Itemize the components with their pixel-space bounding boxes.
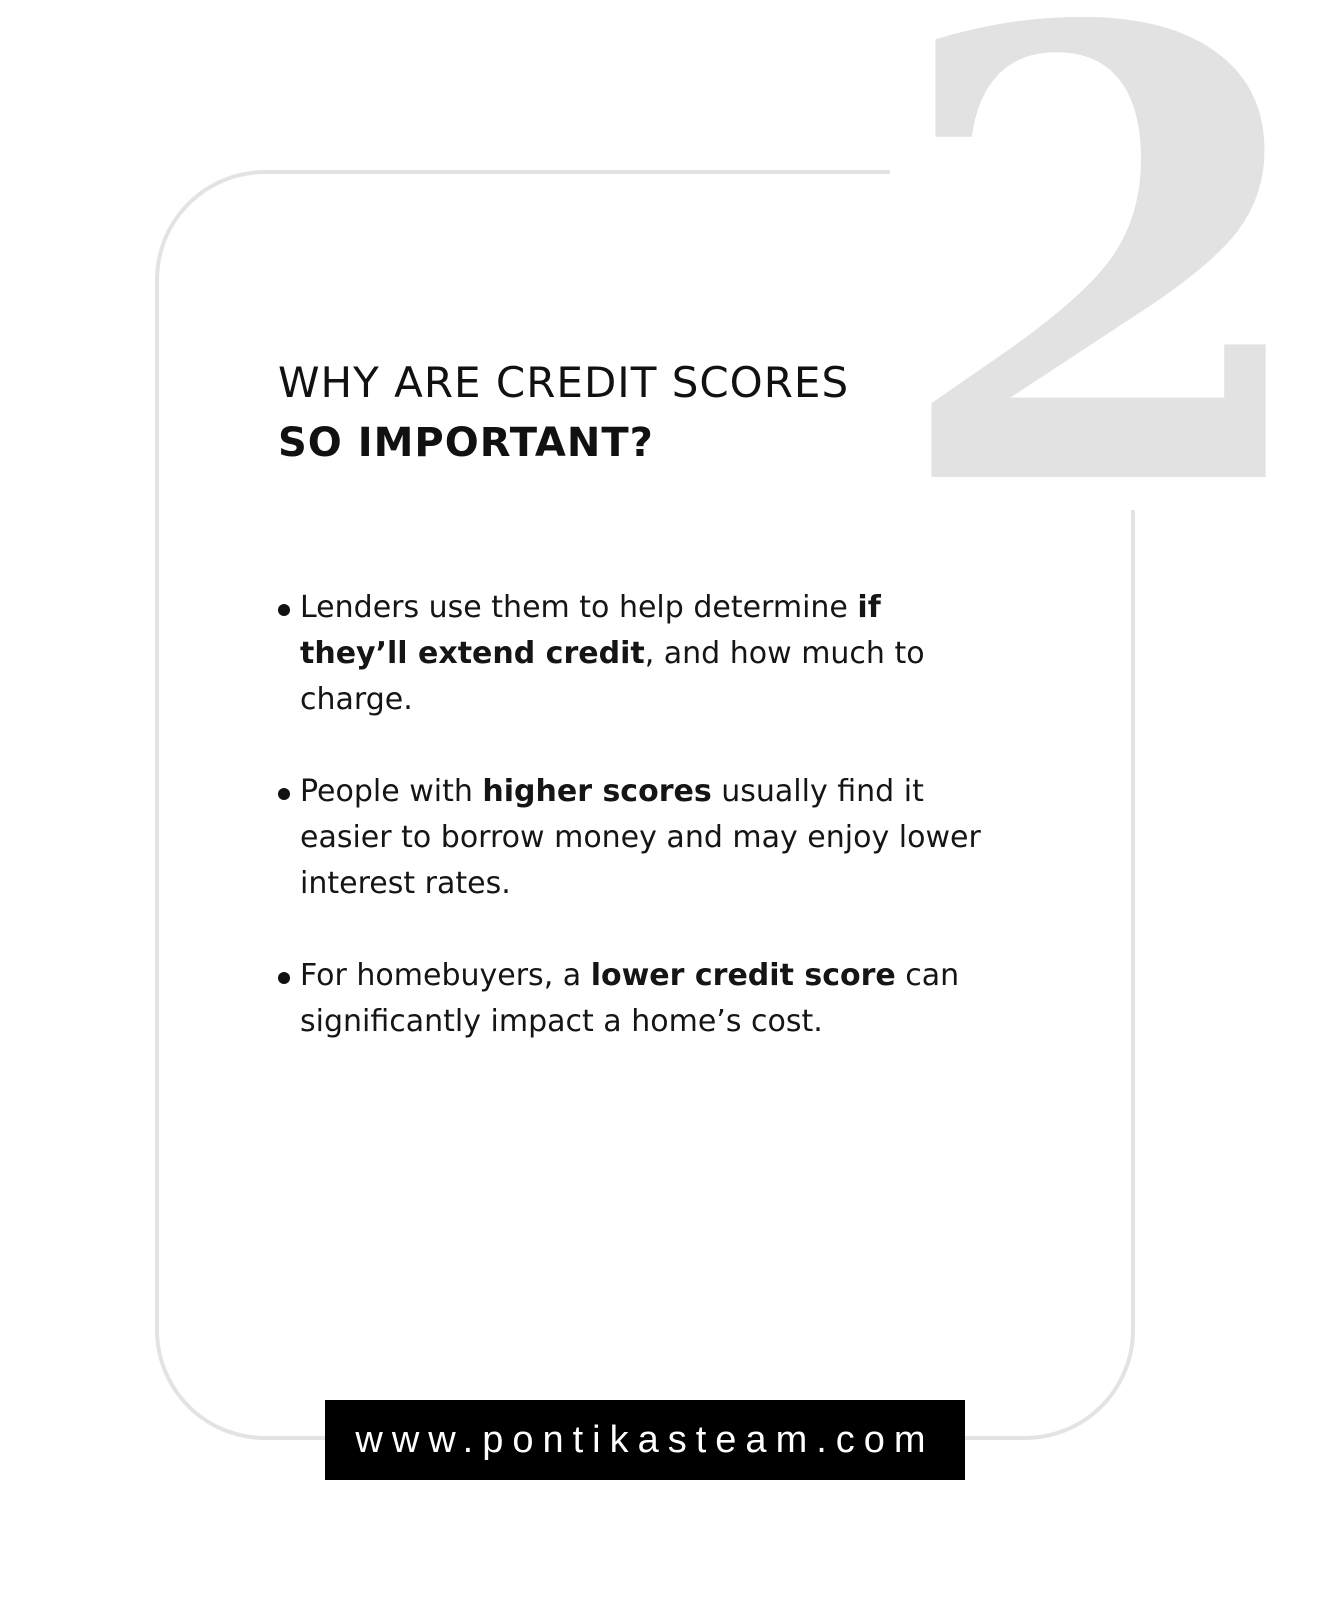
bullet-item (278, 585, 998, 723)
bullet-text: For homebuyers, a (300, 958, 591, 993)
bullet-emphasis: if they’ll extend credit (300, 590, 881, 671)
bullet-dot-icon (278, 604, 290, 616)
page-title (278, 355, 938, 475)
slide-number: 2 (890, 0, 1321, 624)
title-line-1: WHY ARE CREDIT SCORES (278, 358, 850, 407)
title-line-2: SO IMPORTANT? (278, 420, 654, 466)
website-link[interactable]: www.pontikasteam.com (325, 1400, 965, 1480)
bullet-text: Lenders use them to help determine (300, 590, 858, 625)
bullet-text: People with (300, 774, 483, 809)
bullet-dot-icon (278, 972, 290, 984)
bullet-emphasis: higher scores (482, 774, 712, 809)
bullet-item (278, 953, 998, 1045)
bullet-list (278, 585, 998, 1091)
bullet-text: can significantly impact a home’s cost. (300, 958, 960, 1039)
bullet-emphasis: lower credit score (590, 958, 896, 993)
bullet-text: usually find it easier to borrow money and may enjoy lower interest rates. (300, 774, 981, 901)
bullet-item (278, 769, 998, 907)
bullet-dot-icon (278, 788, 290, 800)
bullet-text: , and how much to charge. (300, 636, 925, 717)
